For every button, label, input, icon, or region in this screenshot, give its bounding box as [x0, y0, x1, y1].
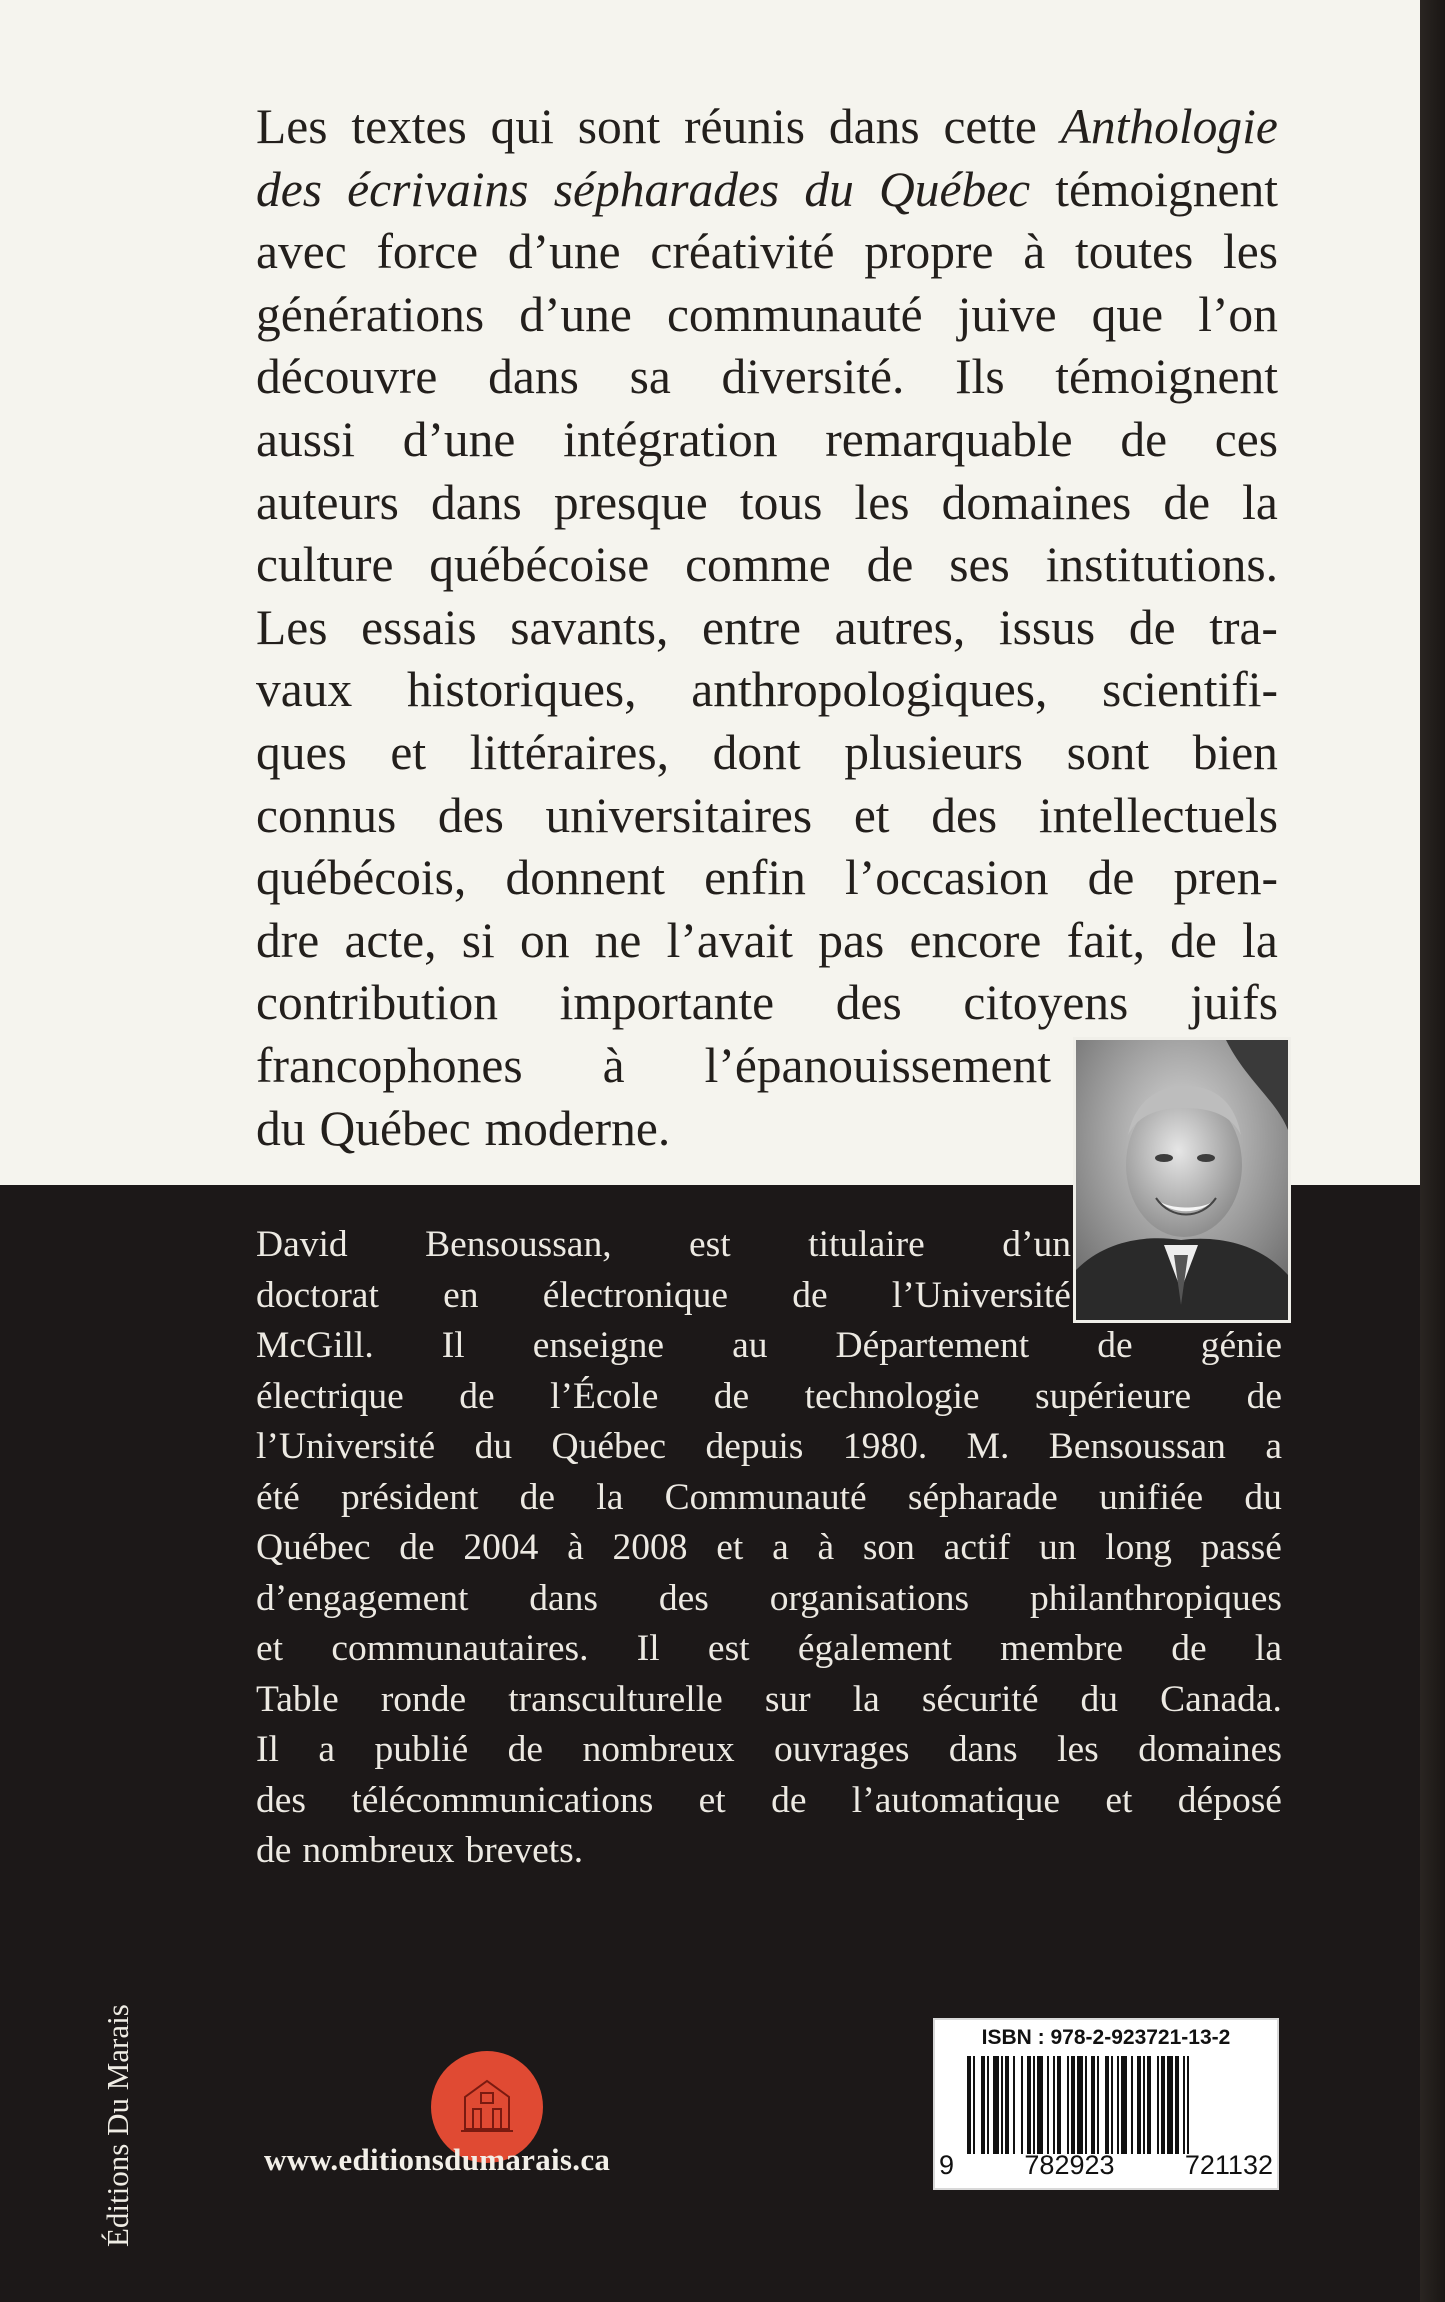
intro-word: domaines [941, 474, 1132, 530]
isbn-label: ISBN : 978-2-923721-13-2 [981, 2026, 1231, 2049]
bio-word: supérieure [1034, 1375, 1192, 1417]
intro-word: sa [629, 349, 671, 405]
intro-line [256, 972, 1278, 1035]
intro-word: témoignent [1055, 349, 1278, 405]
intro-word: et [390, 724, 427, 780]
bio-word: unifiée [1099, 1476, 1204, 1518]
bio-word: enseigne [532, 1325, 664, 1366]
intro-word: toutes [1074, 224, 1194, 280]
intro-word: comme [685, 537, 831, 593]
bio-word: d’engagement [256, 1577, 469, 1619]
intro-word: sont [577, 99, 661, 154]
intro-word: contribution [256, 975, 498, 1031]
intro-line [256, 597, 1278, 660]
bio-word: transculturelle [508, 1678, 723, 1720]
intro-word: des [437, 787, 504, 843]
intro-word: vaux [256, 662, 353, 718]
bio-line [256, 1725, 1282, 1776]
intro-word: l’avait [666, 912, 794, 968]
intro-line [256, 346, 1278, 409]
bio-word: de [1246, 1375, 1282, 1417]
intro-word: ces [1214, 411, 1278, 467]
intro-word: de [1087, 850, 1135, 906]
intro-word: de [1170, 912, 1217, 968]
bio-word: long [1105, 1527, 1172, 1568]
bio-word: Québec [256, 1527, 371, 1568]
bio-word: Il [256, 1729, 279, 1770]
bio-word: Il [636, 1628, 660, 1669]
bio-word: de [459, 1375, 495, 1417]
intro-word: bien [1192, 724, 1278, 780]
intro-text [256, 96, 1278, 1160]
bio-word: domaines [1138, 1729, 1282, 1770]
bio-word: des [256, 1779, 306, 1821]
intro-word: du [256, 1100, 306, 1156]
intro-word: l’occasion [845, 850, 1049, 906]
intro-word: connus [256, 787, 397, 843]
bio-word: brevets. [465, 1830, 584, 1871]
bio-word: passé [1200, 1527, 1282, 1568]
intro-word: francophones [256, 1037, 523, 1093]
barcode [933, 2018, 1279, 2190]
intro-line [256, 847, 1278, 910]
intro-word: culture [256, 537, 394, 593]
bio-line [256, 1422, 1282, 1473]
author-bio [256, 1220, 1282, 1877]
intro-word: dre [256, 912, 320, 968]
intro-line [256, 221, 1278, 284]
intro-word: ques [256, 724, 347, 780]
bio-word: membre [1000, 1628, 1124, 1669]
bio-word: sépharade [907, 1476, 1058, 1518]
bio-word: a [772, 1527, 789, 1568]
intro-word: essais [361, 599, 477, 655]
bio-word: sécurité [921, 1678, 1039, 1720]
intro-word: les [854, 474, 910, 530]
bio-word: déposé [1177, 1779, 1282, 1821]
intro-word: force [376, 224, 479, 280]
bio-word: communautaires. [331, 1628, 589, 1669]
bio-word: d’un [1002, 1224, 1071, 1265]
intro-word: québécoise [429, 537, 650, 593]
bio-word: depuis [705, 1426, 804, 1467]
intro-word: dans [488, 349, 579, 405]
bio-word: 1980. [842, 1426, 928, 1467]
bio-word: télécommunications [351, 1779, 654, 1821]
bio-word: de [519, 1476, 556, 1518]
intro-word: juive [957, 286, 1057, 342]
intro-word: citoyens [963, 975, 1129, 1031]
publisher-name: Éditions Du Marais [100, 2004, 135, 2247]
bio-word: actif [943, 1527, 1011, 1568]
intro-word: Ils [955, 349, 1005, 405]
bio-word: et [256, 1628, 284, 1669]
bio-line [256, 1473, 1282, 1524]
intro-word: presque [553, 474, 708, 530]
intro-line [256, 409, 1278, 472]
publisher-website: www.editionsdumarais.ca [264, 2142, 611, 2177]
intro-word: l’on [1198, 286, 1278, 342]
bio-word: philanthropiques [1029, 1577, 1282, 1619]
bio-word: ouvrages [774, 1729, 910, 1770]
intro-word: Les [256, 599, 328, 655]
bio-word: dans [529, 1577, 599, 1619]
bio-word: Bensoussan, [425, 1224, 612, 1265]
intro-word: sépharades [553, 161, 780, 217]
intro-word: intégration [563, 411, 778, 467]
intro-word: on [519, 912, 570, 968]
intro-word: littéraires, [469, 724, 669, 780]
bio-word: technologie [804, 1375, 980, 1417]
bio-word: à [567, 1527, 584, 1568]
bio-word: Table [256, 1678, 339, 1720]
intro-word: à [1023, 224, 1046, 280]
intro-word: anthropologiques, [691, 662, 1048, 718]
intro-word: que [1091, 286, 1164, 342]
intro-word: diversité. [721, 349, 905, 405]
bio-word: de [771, 1779, 807, 1821]
barcode-digit-group: 9 [939, 2150, 955, 2180]
bio-word: et [1105, 1779, 1133, 1821]
intro-word: issus [998, 599, 1096, 655]
intro-word: de [866, 537, 914, 593]
intro-word: dans [828, 99, 920, 154]
bio-word: et [716, 1527, 744, 1568]
intro-word: fait, [1066, 912, 1145, 968]
bio-word: dans [948, 1729, 1018, 1770]
bio-word: Communauté [664, 1476, 867, 1518]
bio-word: Il [441, 1325, 465, 1366]
intro-word: textes [351, 99, 467, 154]
bio-word: organisations [769, 1577, 970, 1619]
intro-word: pas [818, 912, 885, 968]
intro-word: Anthologie [1060, 99, 1278, 154]
bio-word: des [658, 1577, 709, 1619]
intro-word: témoignent [1055, 161, 1278, 217]
bio-word: son [862, 1527, 915, 1568]
intro-word: sont [1066, 724, 1150, 780]
bio-line [256, 1321, 1282, 1372]
intro-word: québécois, [256, 850, 467, 906]
intro-word: réunis [684, 99, 806, 154]
intro-word: cette [943, 99, 1037, 154]
bio-word: ronde [380, 1678, 467, 1720]
intro-word: du [804, 161, 854, 217]
intro-word: intellectuels [1038, 787, 1278, 843]
intro-word: Québec [878, 161, 1031, 217]
intro-word: d’une [519, 286, 632, 342]
bio-line [256, 1826, 1282, 1877]
bio-word: la [852, 1678, 880, 1720]
intro-word: écrivains [347, 161, 529, 217]
bio-word: de [1171, 1628, 1207, 1669]
intro-word: avec [256, 224, 347, 280]
intro-word: autres, [834, 599, 966, 655]
bio-line [256, 1220, 1071, 1271]
bio-word: nombreux [302, 1830, 455, 1871]
intro-word: qui [490, 99, 554, 154]
bio-word: M. [966, 1426, 1010, 1467]
intro-word: savants, [510, 599, 669, 655]
intro-word: dont [712, 724, 801, 780]
intro-line [256, 910, 1278, 973]
bio-line [256, 1574, 1282, 1625]
bio-word: titulaire [808, 1224, 925, 1265]
bio-word: la [596, 1476, 624, 1518]
bio-word: en [443, 1274, 479, 1316]
bio-word: président [340, 1476, 479, 1518]
intro-word: des [931, 787, 998, 843]
bio-word: David [256, 1224, 348, 1265]
intro-word: et [853, 787, 890, 843]
bio-word: Canada. [1160, 1678, 1282, 1720]
intro-word: importante [559, 975, 775, 1031]
bio-word: 2008 [612, 1527, 688, 1568]
intro-line [256, 659, 1278, 722]
spine-edge [1420, 0, 1445, 2302]
intro-line [256, 472, 1278, 535]
bio-word: également [797, 1628, 952, 1669]
bio-word: l’Université [256, 1426, 436, 1467]
intro-word: tous [739, 474, 823, 530]
intro-line [256, 722, 1278, 785]
intro-word: ses [949, 537, 1010, 593]
barcode-digit-group: 721132 [1184, 2150, 1273, 2180]
barcode-digits [939, 2150, 1273, 2181]
intro-line [256, 1098, 1051, 1161]
intro-word: remarquable [825, 411, 1073, 467]
bio-word: a [318, 1729, 336, 1770]
bio-word: au [732, 1325, 768, 1366]
bio-line [256, 1271, 1071, 1322]
intro-word: donnent [505, 850, 665, 906]
bio-line [256, 1675, 1282, 1726]
bio-word: et [698, 1779, 726, 1821]
bio-line [256, 1372, 1282, 1423]
bio-line [256, 1776, 1282, 1827]
intro-word: de [1128, 599, 1176, 655]
bio-word: a [1265, 1426, 1282, 1467]
bio-word: été [256, 1476, 300, 1518]
bio-word: nombreux [582, 1729, 735, 1770]
bio-word: génie [1200, 1325, 1282, 1366]
bio-word: électronique [542, 1274, 729, 1316]
bio-word: de [507, 1729, 544, 1770]
intro-word: plusieurs [844, 724, 1023, 780]
bio-word: du [1080, 1678, 1119, 1720]
bio-word: un [1039, 1527, 1077, 1568]
intro-word: aussi [256, 411, 355, 467]
intro-word: Les [256, 99, 328, 154]
intro-word: tra- [1209, 599, 1278, 655]
intro-line [256, 96, 1278, 159]
bio-word: de [713, 1375, 750, 1417]
intro-word: ne [594, 912, 642, 968]
intro-word: de [1163, 474, 1211, 530]
intro-word: moderne. [484, 1100, 671, 1156]
intro-word: à [602, 1037, 625, 1093]
bio-word: l’Université [891, 1274, 1071, 1316]
bio-word: du [474, 1426, 513, 1467]
intro-word: historiques, [406, 662, 637, 718]
intro-word: des [256, 161, 322, 217]
intro-word: d’une [402, 411, 516, 467]
bio-word: l’École [550, 1375, 659, 1417]
bio-word: McGill. [256, 1325, 374, 1366]
bio-word: l’automatique [851, 1779, 1061, 1821]
intro-word: communauté [666, 286, 923, 342]
intro-word: créativité [650, 224, 835, 280]
bio-word: Département [835, 1325, 1030, 1366]
bio-word: doctorat [256, 1274, 379, 1316]
bio-word: Québec [551, 1426, 667, 1467]
bio-word: est [689, 1224, 731, 1265]
intro-word: entre [702, 599, 801, 655]
bio-word: de [1097, 1325, 1133, 1366]
intro-word: encore [909, 912, 1042, 968]
bio-word: de [792, 1274, 828, 1316]
intro-word: l’épanouissement [704, 1037, 1051, 1093]
intro-word: auteurs [256, 474, 399, 530]
intro-word: enfin [704, 850, 806, 906]
intro-word: les [1223, 224, 1278, 280]
intro-word: dans [431, 474, 522, 530]
intro-word: propre [864, 224, 994, 280]
intro-line [256, 785, 1278, 848]
intro-word: d’une [507, 224, 621, 280]
intro-line [256, 534, 1278, 597]
bio-word: à [817, 1527, 835, 1568]
bio-word: les [1057, 1729, 1099, 1770]
intro-word: scientifi- [1102, 662, 1278, 718]
barcode-icon [963, 2056, 1253, 2154]
bio-word: est [707, 1628, 750, 1669]
intro-word: universitaires [545, 787, 813, 843]
barcode-digit-group: 782923 [1024, 2150, 1115, 2180]
intro-word: pren- [1173, 850, 1278, 906]
bio-line [256, 1523, 1282, 1574]
intro-word: Québec [319, 1100, 471, 1156]
bio-word: publié [374, 1729, 469, 1770]
intro-word: institutions. [1045, 537, 1278, 593]
bio-word: 2004 [463, 1527, 539, 1568]
bio-line [256, 1624, 1282, 1675]
intro-word: découvre [256, 349, 438, 405]
intro-word: générations [256, 286, 485, 342]
intro-word: des [835, 975, 902, 1031]
bio-word: Bensoussan [1048, 1426, 1226, 1467]
intro-line [256, 1035, 1051, 1098]
intro-word: juifs [1189, 975, 1278, 1031]
intro-word: si [461, 912, 495, 968]
intro-word: la [1242, 912, 1278, 968]
bio-word: la [1254, 1628, 1282, 1669]
bio-word: sur [764, 1678, 811, 1720]
bio-word: électrique [256, 1375, 404, 1417]
intro-word: la [1242, 474, 1278, 530]
intro-word: de [1120, 411, 1168, 467]
bio-word: de [399, 1527, 435, 1568]
bio-word: du [1244, 1476, 1282, 1518]
intro-word: acte, [344, 912, 437, 968]
bio-word: de [256, 1830, 292, 1871]
intro-line [256, 159, 1278, 222]
intro-line [256, 284, 1278, 347]
